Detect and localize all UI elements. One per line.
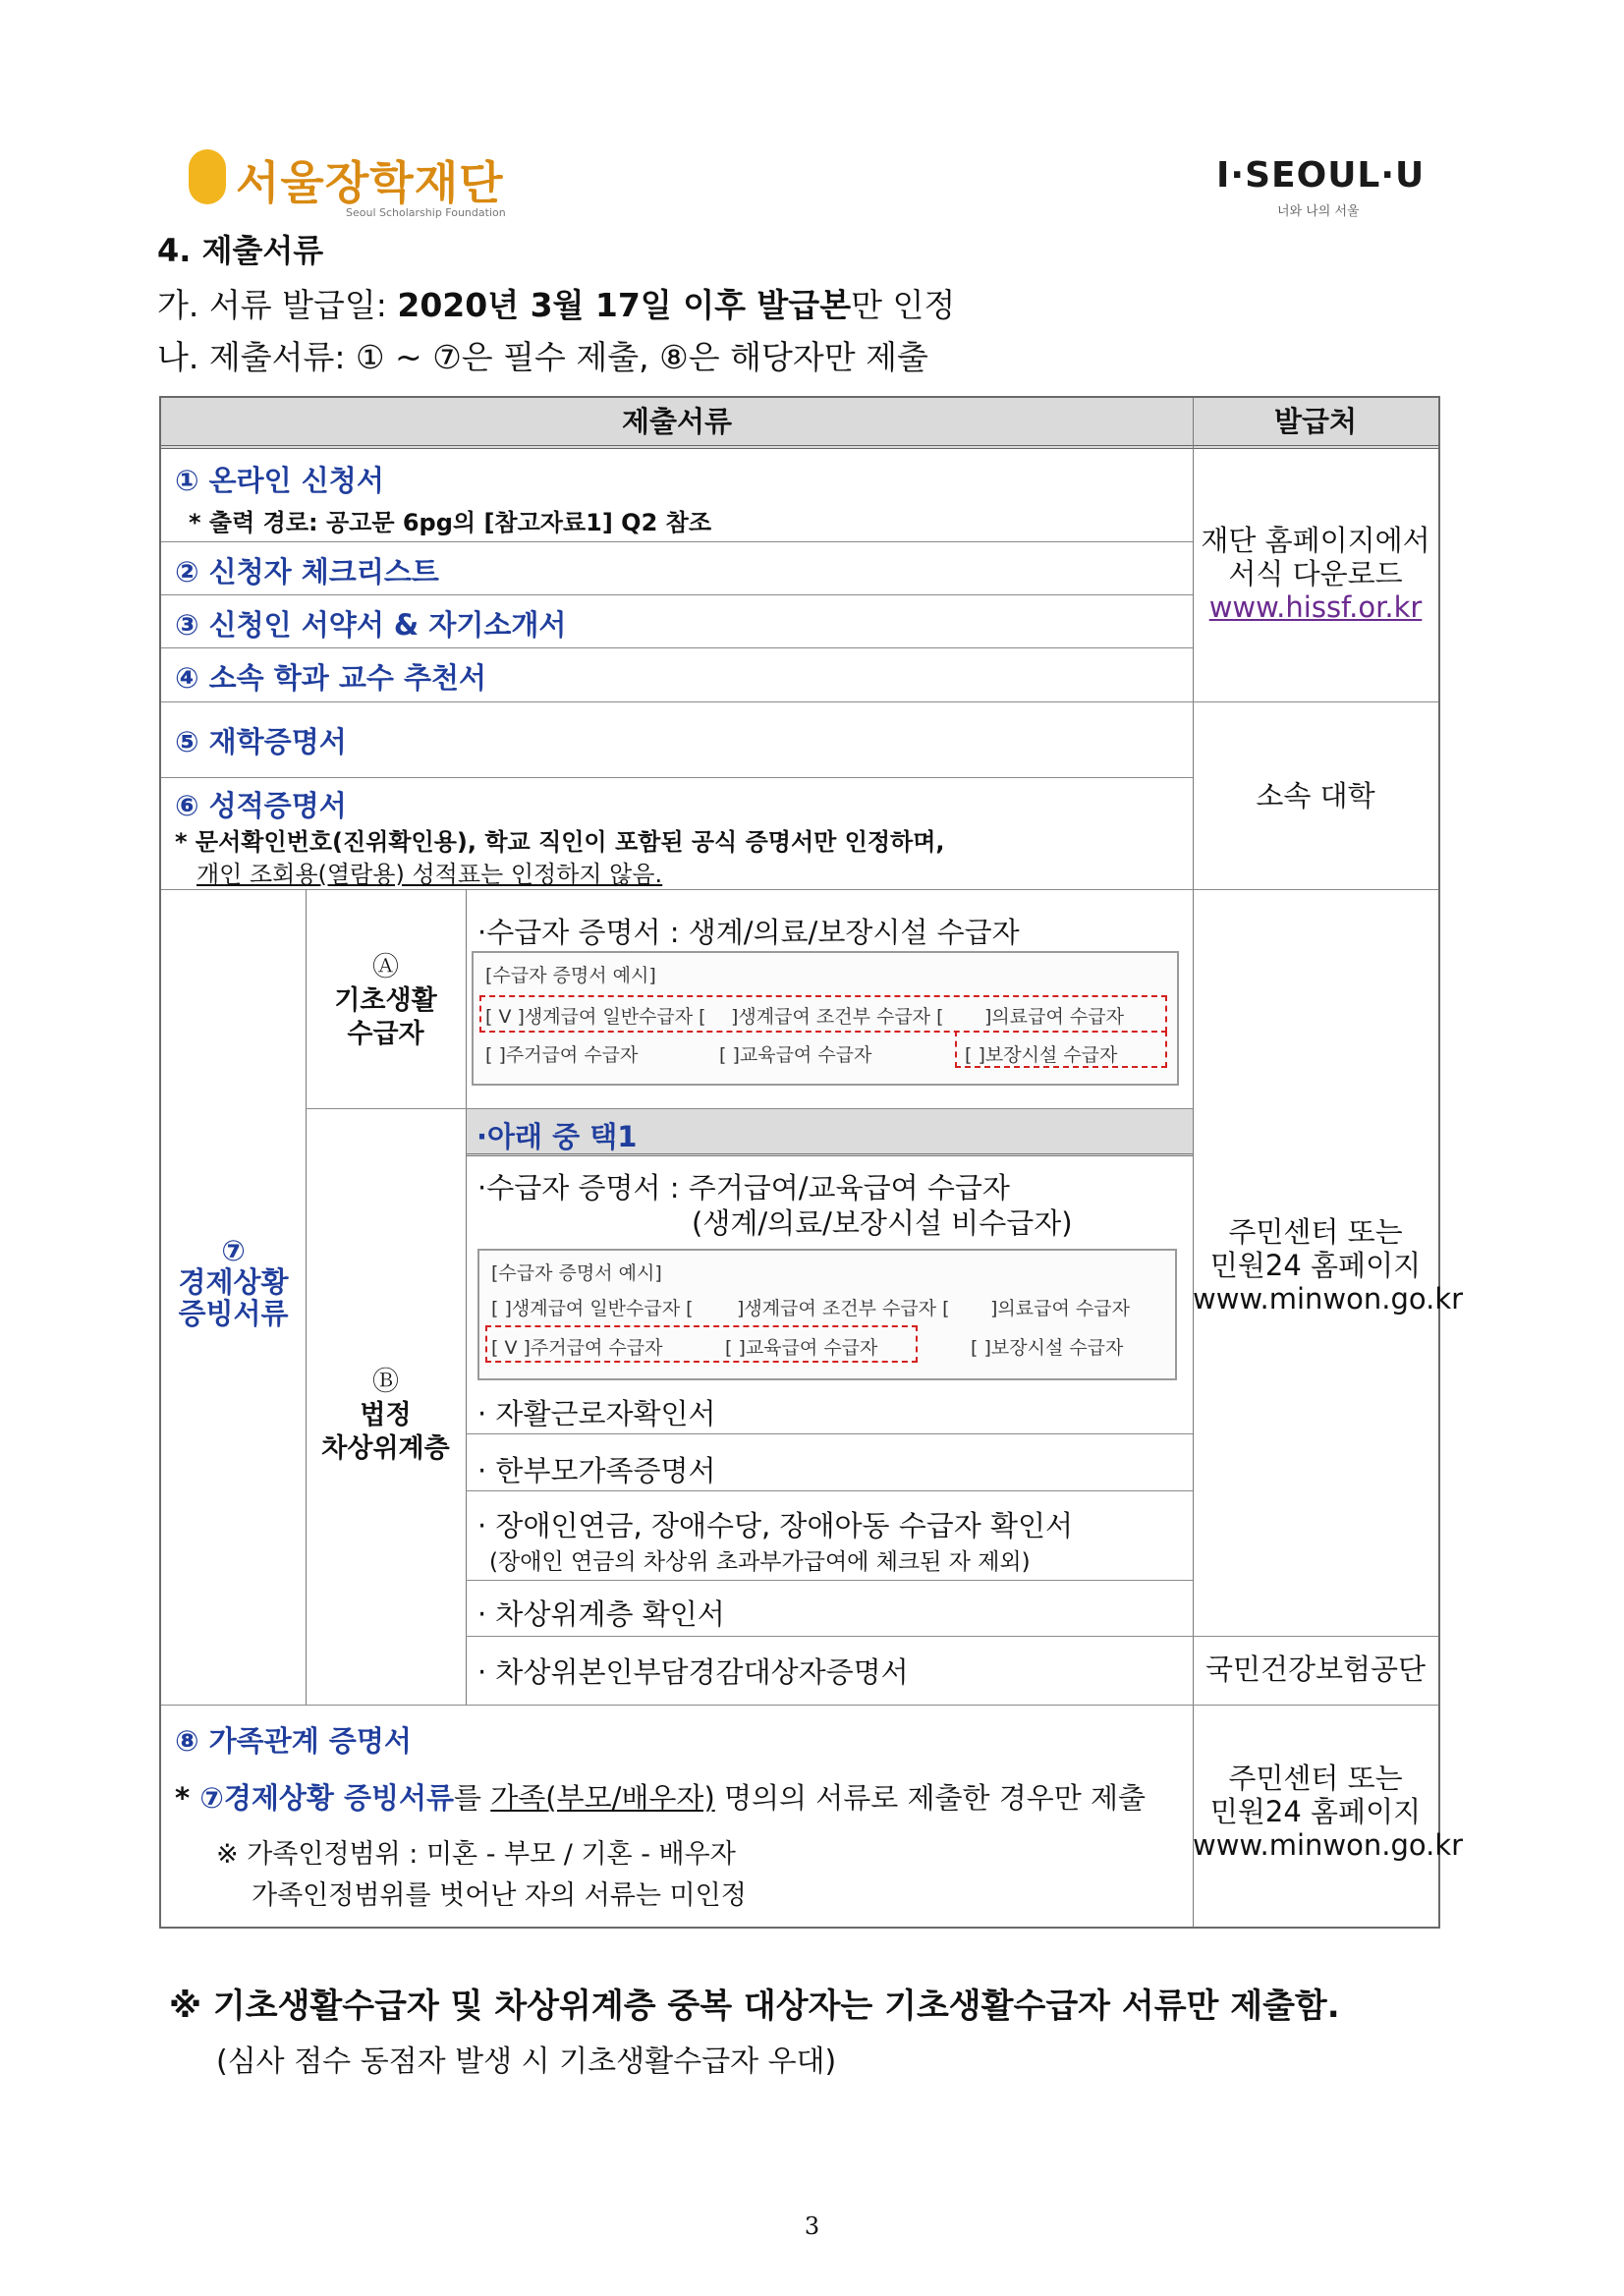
row-divider: [466, 1580, 1193, 1581]
hissf-link[interactable]: www.hissf.or.kr: [1208, 590, 1423, 624]
seal-icon: [189, 149, 226, 204]
choose-one-label: ·아래 중 택1: [476, 1120, 638, 1153]
page-number: 3: [804, 2212, 820, 2240]
family-range-line1: ※ 가족인정범위 : 미혼 - 부모 / 기혼 - 배우자: [216, 1839, 736, 1870]
column-divider-sub: [466, 889, 467, 1705]
category-b-document5: · 차상위계층 확인서: [477, 1597, 725, 1631]
issuer-community2-line2: 민원24 홈페이지: [1209, 1795, 1422, 1828]
city-logo: [1216, 155, 1432, 224]
note-family-scope: 가족(부모/배우자): [490, 1781, 715, 1815]
issuer-foundation-line2: 서식 다운로드: [1228, 557, 1403, 590]
item-economic-proof-num: ⑦: [221, 1234, 246, 1267]
item-recommendation: ④ 소속 학과 교수 추천서: [175, 661, 487, 695]
note-economic-proof: ⑦경제상황 증빙서류: [199, 1781, 455, 1815]
category-a-line2: 수급자: [347, 1019, 424, 1049]
example-b-row1c: ]의료급여 수급자: [990, 1298, 1130, 1319]
item-checklist: ② 신청자 체크리스트: [175, 555, 439, 588]
example-b-row2a: [ V ]주거급여 수급자: [491, 1337, 663, 1359]
duplicate-eligibility-subnote: (심사 점수 동점자 발생 시 기초생활수급자 우대): [216, 2044, 837, 2079]
row-divider: [161, 647, 1193, 648]
category-a-line1: 기초생활: [334, 985, 437, 1016]
item-family-relation: ⑧ 가족관계 증명서: [175, 1724, 412, 1758]
item-family-relation-note: [175, 1776, 1146, 1817]
row-divider: [466, 1490, 1193, 1491]
city-logo-text: I·SEOUL·U: [1216, 155, 1426, 196]
example-a-row2c: [ ]보장시설 수급자: [965, 1044, 1118, 1066]
documents-table: [159, 396, 1464, 1929]
category-b-document3: · 한부모가족증명서: [477, 1454, 716, 1487]
category-b-document1-line1: ·수급자 증명서 : 주거급여/교육급여 수급자: [477, 1171, 1010, 1204]
foundation-logo-sub: Seoul Scholarship Foundation: [346, 206, 506, 219]
item-online-application: ① 온라인 신청서: [175, 464, 384, 497]
city-logo-sub: 너와 나의 서울: [1277, 204, 1360, 219]
category-a-document: ·수급자 증명서 : 생계/의료/보장시설 수급자: [477, 916, 1020, 949]
foundation-logo: [189, 147, 513, 226]
column-divider: [1193, 398, 1194, 1927]
category-near-poverty: [306, 1366, 466, 1466]
example-a-row2a: [ ]주거급여 수급자: [485, 1044, 639, 1066]
row-divider: [161, 777, 1193, 778]
example-a-row1c: ]의료급여 수급자: [984, 1006, 1124, 1028]
issue-date-bold: 2020년 3월 17일 이후 발급본: [397, 286, 852, 324]
row-divider: [161, 594, 1193, 595]
category-b-line2: 차상위계층: [321, 1433, 450, 1464]
row-divider: [466, 1636, 1438, 1637]
family-range-line2: 가족인정범위를 벗어난 자의 서류는 미인정: [252, 1880, 747, 1911]
foundation-logo-text: 서울장학재단: [236, 156, 504, 209]
issue-date-suffix: 만 인정: [851, 286, 956, 324]
example-a-title: [수급자 증명서 예시]: [485, 965, 656, 986]
issuer-foundation: [1193, 524, 1438, 624]
issuer-community2-line1: 주민센터 또는: [1228, 1762, 1403, 1795]
example-certificate-b: [477, 1249, 1177, 1380]
row-divider: [161, 1705, 1438, 1706]
issuer-community-center-2: [1193, 1762, 1464, 1862]
item-transcript-note1: * 문서확인번호(진위확인용), 학교 직인이 포함된 공식 증명서만 인정하며,: [175, 828, 945, 856]
example-b-row1a: [ ]생계급여 일반수급자 [: [491, 1298, 694, 1319]
category-b-line1: 법정: [360, 1400, 412, 1430]
row-divider: [161, 541, 1193, 542]
issue-date-prefix: 가. 서류 발급일:: [157, 286, 398, 324]
item-economic-proof-line1: 경제상황: [178, 1265, 289, 1299]
example-certificate-a: [472, 951, 1179, 1086]
row-divider: [466, 1433, 1193, 1434]
choose-one-bar: [467, 1109, 1193, 1156]
item-economic-proof-line2: 증빙서류: [178, 1297, 289, 1330]
row-divider: [161, 701, 1438, 702]
example-b-row2c: [ ]보장시설 수급자: [971, 1337, 1124, 1359]
item-enrollment-certificate: ⑤ 재학증명서: [175, 725, 347, 758]
issuer-health-insurance: 국민건강보험공단: [1204, 1652, 1427, 1686]
example-a-row1a: [ V ]생계급여 일반수급자 [: [485, 1006, 706, 1028]
category-b-document6: · 차상위본인부담경감대상자증명서: [477, 1655, 909, 1689]
issuer-community2-line3: www.minwon.go.kr: [1193, 1828, 1464, 1862]
issuer-community-line1: 주민센터 또는: [1228, 1215, 1403, 1249]
issuer-community-center: [1193, 1215, 1464, 1316]
category-b-document2: · 자활근로자확인서: [477, 1397, 716, 1430]
note-star: *: [175, 1781, 200, 1815]
example-a-row2b: [ ]교육급여 수급자: [719, 1044, 872, 1066]
category-b-document1-line2: (생계/의료/보장시설 비수급자): [692, 1206, 1073, 1240]
item-transcript: ⑥ 성적증명서: [175, 789, 347, 822]
duplicate-eligibility-note: ※ 기초생활수급자 및 차상위계층 중복 대상자는 기초생활수급자 서류만 제출함.: [169, 1987, 1340, 2026]
column-header-issuer: 발급처: [1273, 405, 1358, 438]
category-basic-recipient: [306, 951, 466, 1051]
note-end: 명의의 서류로 제출한 경우만 제출: [714, 1781, 1147, 1815]
example-a-row1b: ]생계급여 조건부 수급자 [: [731, 1006, 944, 1028]
item-transcript-note2: 개인 조회용(열람용) 성적표는 인정하지 않음.: [196, 861, 663, 888]
category-b-document4-line2: (장애인 연금의 차상위 초과부가급여에 체크된 자 제외): [489, 1549, 1031, 1575]
category-a-badge: Ⓐ: [372, 952, 399, 982]
issue-date-line: [157, 280, 955, 326]
section-title: 4. 제출서류: [157, 232, 324, 269]
table-header: [161, 398, 1438, 449]
category-b-document4-line1: · 장애인연금, 장애수당, 장애아동 수급자 확인서: [477, 1509, 1074, 1542]
issuer-community-line3: www.minwon.go.kr: [1193, 1282, 1464, 1316]
row-divider: [161, 889, 1438, 890]
issuer-university: 소속 대학: [1256, 779, 1375, 812]
issuer-foundation-line1: 재단 홈페이지에서: [1201, 524, 1430, 557]
note-mid: 를: [454, 1781, 491, 1815]
issuer-community-line2: 민원24 홈페이지: [1209, 1249, 1422, 1282]
required-docs-line: 나. 제출서류: ① ~ ⑦은 필수 제출, ⑧은 해당자만 제출: [157, 338, 928, 376]
item-economic-proof: [161, 1235, 306, 1329]
category-b-badge: Ⓑ: [372, 1367, 399, 1397]
column-header-documents: 제출서류: [621, 405, 733, 438]
item-online-application-note: * 출력 경로: 공고문 6pg의 [참고자료1] Q2 참조: [189, 509, 712, 536]
example-b-row2b: [ ]교육급여 수급자: [725, 1337, 878, 1359]
example-b-row1b: ]생계급여 조건부 수급자 [: [737, 1298, 950, 1319]
item-pledge-essay: ③ 신청인 서약서 & 자기소개서: [175, 608, 567, 642]
example-b-title: [수급자 증명서 예시]: [491, 1262, 662, 1284]
